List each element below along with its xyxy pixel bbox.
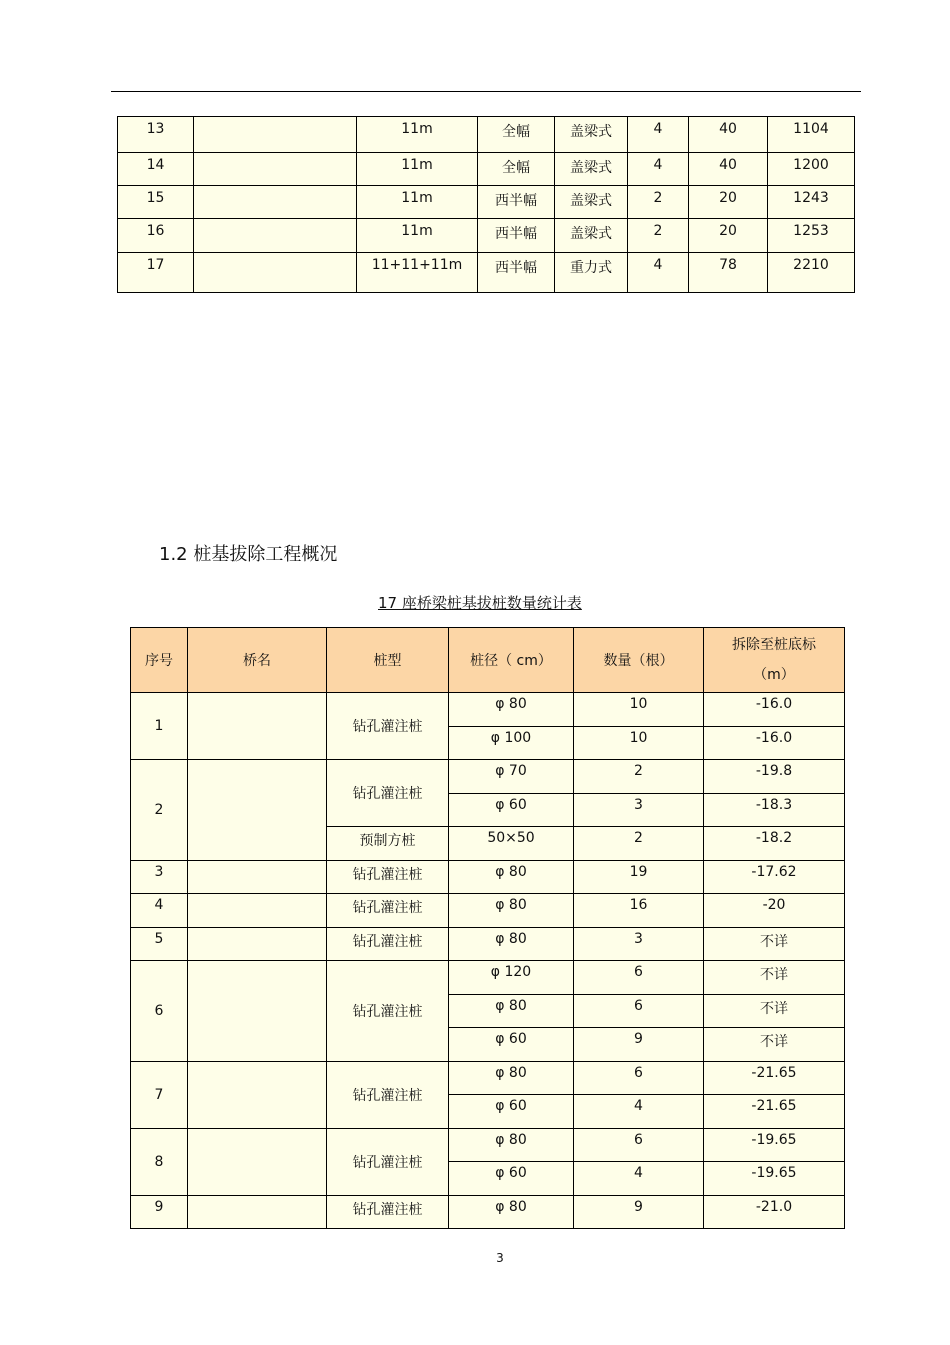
bridge-continuation-table bbox=[117, 116, 855, 293]
table-row bbox=[131, 961, 845, 995]
value-cell: 1253 bbox=[768, 219, 855, 253]
span-cell: 11m bbox=[357, 219, 478, 253]
seq-cell: 4 bbox=[131, 894, 188, 928]
name-cell bbox=[188, 1195, 327, 1229]
seq-cell: 5 bbox=[131, 927, 188, 961]
diameter-cell: φ 80 bbox=[449, 860, 574, 894]
col-header-count: 数量（根） bbox=[574, 628, 704, 693]
type-cell: 钻孔灌注桩 bbox=[327, 894, 449, 928]
type-cell: 钻孔灌注桩 bbox=[327, 1128, 449, 1195]
table-row bbox=[118, 153, 855, 186]
seq-cell: 14 bbox=[118, 153, 194, 186]
name-cell bbox=[188, 693, 327, 760]
depth-cell: -21.65 bbox=[704, 1061, 845, 1095]
diameter-cell: φ 60 bbox=[449, 793, 574, 827]
name-cell bbox=[194, 186, 357, 219]
col-header-type: 桩型 bbox=[327, 628, 449, 693]
type-cell: 钻孔灌注桩 bbox=[327, 1061, 449, 1128]
pier-type-cell: 盖梁式 bbox=[555, 153, 628, 186]
diameter-cell: φ 80 bbox=[449, 1128, 574, 1162]
seq-cell: 3 bbox=[131, 860, 188, 894]
col-header-seq: 序号 bbox=[131, 628, 188, 693]
depth-cell: -19.65 bbox=[704, 1162, 845, 1196]
table-row bbox=[131, 693, 845, 727]
count-cell: 10 bbox=[574, 726, 704, 760]
depth-cell: -17.62 bbox=[704, 860, 845, 894]
count-cell: 2 bbox=[574, 827, 704, 861]
pier-type-cell: 重力式 bbox=[555, 253, 628, 293]
name-cell bbox=[188, 961, 327, 1062]
value-cell: 2 bbox=[628, 186, 689, 219]
table-row bbox=[118, 117, 855, 153]
value-cell: 4 bbox=[628, 117, 689, 153]
width-cell: 全幅 bbox=[478, 153, 555, 186]
name-cell bbox=[194, 117, 357, 153]
name-cell bbox=[188, 1061, 327, 1128]
count-cell: 9 bbox=[574, 1195, 704, 1229]
diameter-cell: φ 60 bbox=[449, 1095, 574, 1129]
type-cell: 钻孔灌注桩 bbox=[327, 860, 449, 894]
diameter-cell: φ 120 bbox=[449, 961, 574, 995]
name-cell bbox=[194, 253, 357, 293]
table-row bbox=[131, 894, 845, 928]
pile-removal-table bbox=[130, 627, 845, 1229]
diameter-cell: φ 80 bbox=[449, 693, 574, 727]
name-cell bbox=[188, 894, 327, 928]
count-cell: 6 bbox=[574, 961, 704, 995]
value-cell: 40 bbox=[689, 117, 768, 153]
table-caption: 17 座桥梁桩基拔桩数量统计表 bbox=[378, 594, 582, 612]
type-cell: 预制方桩 bbox=[327, 827, 449, 861]
section-heading: 1.2 桩基拔除工程概况 bbox=[159, 544, 338, 565]
diameter-cell: φ 60 bbox=[449, 1028, 574, 1062]
width-cell: 西半幅 bbox=[478, 186, 555, 219]
depth-cell: -16.0 bbox=[704, 726, 845, 760]
depth-cell: -21.0 bbox=[704, 1195, 845, 1229]
value-cell: 1243 bbox=[768, 186, 855, 219]
name-cell bbox=[188, 927, 327, 961]
diameter-cell: φ 60 bbox=[449, 1162, 574, 1196]
diameter-cell: φ 70 bbox=[449, 760, 574, 794]
seq-cell: 15 bbox=[118, 186, 194, 219]
col-header-diameter: 桩径（ cm） bbox=[449, 628, 574, 693]
count-cell: 3 bbox=[574, 793, 704, 827]
name-cell bbox=[188, 1128, 327, 1195]
type-cell: 钻孔灌注桩 bbox=[327, 760, 449, 827]
value-cell: 2210 bbox=[768, 253, 855, 293]
table-row bbox=[131, 760, 845, 794]
table-row bbox=[118, 253, 855, 293]
depth-cell: 不详 bbox=[704, 1028, 845, 1062]
depth-cell: 不详 bbox=[704, 927, 845, 961]
name-cell bbox=[194, 219, 357, 253]
count-cell: 9 bbox=[574, 1028, 704, 1062]
depth-cell: -18.3 bbox=[704, 793, 845, 827]
depth-cell: -19.8 bbox=[704, 760, 845, 794]
diameter-cell: φ 80 bbox=[449, 894, 574, 928]
col-header-depth-line1: 拆除至桩底标 bbox=[732, 637, 816, 653]
type-cell: 钻孔灌注桩 bbox=[327, 693, 449, 760]
seq-cell: 8 bbox=[131, 1128, 188, 1195]
pier-type-cell: 盖梁式 bbox=[555, 219, 628, 253]
count-cell: 4 bbox=[574, 1162, 704, 1196]
diameter-cell: φ 80 bbox=[449, 1061, 574, 1095]
seq-cell: 2 bbox=[131, 760, 188, 861]
diameter-cell: φ 80 bbox=[449, 1195, 574, 1229]
col-header-depth-line2: （m） bbox=[753, 667, 795, 683]
col-header-name: 桥名 bbox=[188, 628, 327, 693]
count-cell: 16 bbox=[574, 894, 704, 928]
value-cell: 20 bbox=[689, 219, 768, 253]
depth-cell: 不详 bbox=[704, 994, 845, 1028]
table-row bbox=[118, 219, 855, 253]
width-cell: 西半幅 bbox=[478, 219, 555, 253]
width-cell: 西半幅 bbox=[478, 253, 555, 293]
seq-cell: 16 bbox=[118, 219, 194, 253]
count-cell: 6 bbox=[574, 1128, 704, 1162]
table-row bbox=[131, 927, 845, 961]
span-cell: 11+11+11m bbox=[357, 253, 478, 293]
count-cell: 6 bbox=[574, 1061, 704, 1095]
value-cell: 40 bbox=[689, 153, 768, 186]
count-cell: 4 bbox=[574, 1095, 704, 1129]
count-cell: 10 bbox=[574, 693, 704, 727]
name-cell bbox=[188, 860, 327, 894]
depth-cell: -21.65 bbox=[704, 1095, 845, 1129]
table-header-row bbox=[131, 628, 845, 693]
depth-cell: 不详 bbox=[704, 961, 845, 995]
seq-cell: 17 bbox=[118, 253, 194, 293]
seq-cell: 7 bbox=[131, 1061, 188, 1128]
seq-cell: 9 bbox=[131, 1195, 188, 1229]
count-cell: 6 bbox=[574, 994, 704, 1028]
depth-cell: -19.65 bbox=[704, 1128, 845, 1162]
count-cell: 3 bbox=[574, 927, 704, 961]
value-cell: 2 bbox=[628, 219, 689, 253]
table-row bbox=[118, 186, 855, 219]
span-cell: 11m bbox=[357, 153, 478, 186]
width-cell: 全幅 bbox=[478, 117, 555, 153]
name-cell bbox=[194, 153, 357, 186]
count-cell: 2 bbox=[574, 760, 704, 794]
value-cell: 78 bbox=[689, 253, 768, 293]
seq-cell: 13 bbox=[118, 117, 194, 153]
header-rule bbox=[111, 91, 861, 92]
diameter-cell: φ 80 bbox=[449, 994, 574, 1028]
diameter-cell: φ 80 bbox=[449, 927, 574, 961]
span-cell: 11m bbox=[357, 186, 478, 219]
value-cell: 4 bbox=[628, 253, 689, 293]
type-cell: 钻孔灌注桩 bbox=[327, 927, 449, 961]
type-cell: 钻孔灌注桩 bbox=[327, 961, 449, 1062]
depth-cell: -18.2 bbox=[704, 827, 845, 861]
depth-cell: -16.0 bbox=[704, 693, 845, 727]
table-row bbox=[131, 860, 845, 894]
count-cell: 19 bbox=[574, 860, 704, 894]
diameter-cell: 50×50 bbox=[449, 827, 574, 861]
seq-cell: 6 bbox=[131, 961, 188, 1062]
col-header-depth bbox=[704, 628, 845, 693]
pier-type-cell: 盖梁式 bbox=[555, 117, 628, 153]
seq-cell: 1 bbox=[131, 693, 188, 760]
page-number: 3 bbox=[496, 1251, 504, 1265]
table-row bbox=[131, 1128, 845, 1162]
name-cell bbox=[188, 760, 327, 861]
value-cell: 1104 bbox=[768, 117, 855, 153]
value-cell: 4 bbox=[628, 153, 689, 186]
table-row bbox=[131, 1061, 845, 1095]
value-cell: 1200 bbox=[768, 153, 855, 186]
pier-type-cell: 盖梁式 bbox=[555, 186, 628, 219]
depth-cell: -20 bbox=[704, 894, 845, 928]
diameter-cell: φ 100 bbox=[449, 726, 574, 760]
table-row bbox=[131, 1195, 845, 1229]
type-cell: 钻孔灌注桩 bbox=[327, 1195, 449, 1229]
span-cell: 11m bbox=[357, 117, 478, 153]
value-cell: 20 bbox=[689, 186, 768, 219]
